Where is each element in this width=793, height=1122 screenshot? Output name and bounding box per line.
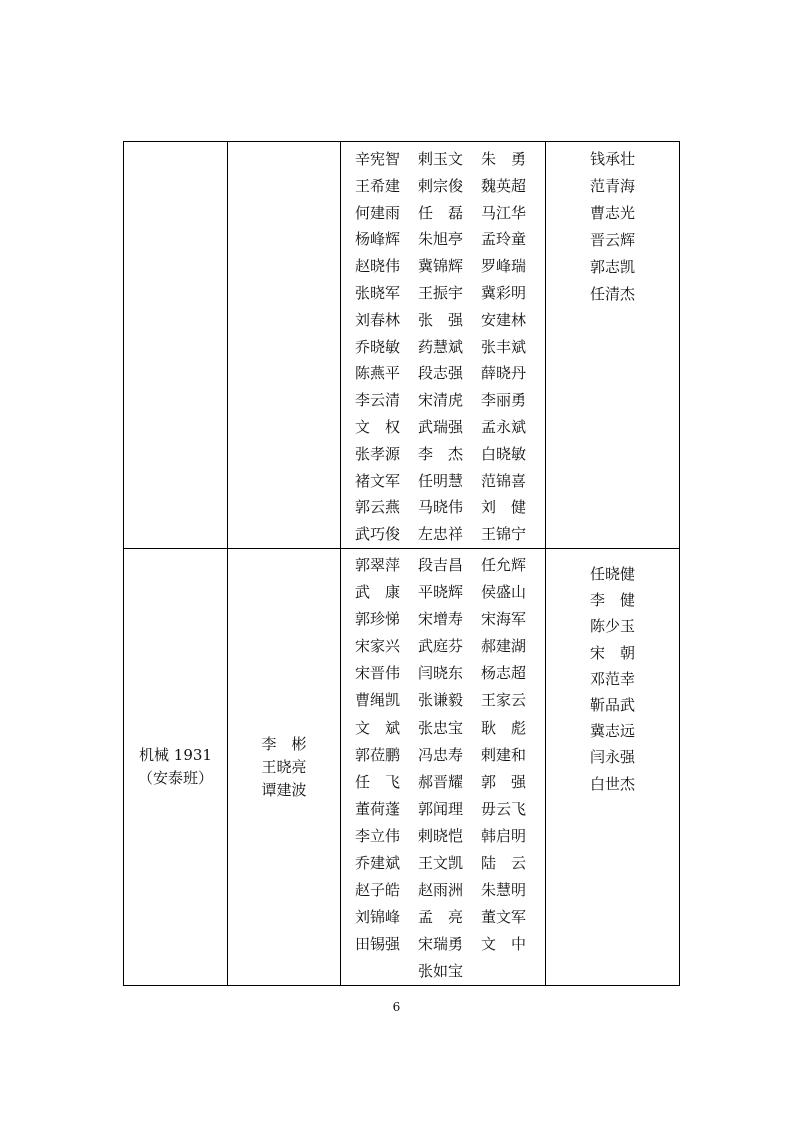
member-row [355,414,545,441]
table-row [124,142,680,549]
class-subtitle: （安泰班） [137,769,213,788]
member-name: 李 杰 [418,444,464,463]
member-name: 任明慧 [418,471,464,490]
member-name: 武瑞强 [418,417,464,436]
member-row [355,796,545,823]
right-names-list [546,142,679,308]
member-name: 田锡强 [355,935,401,954]
member-row [355,715,545,742]
member-name: 朱旭亭 [418,230,464,249]
member-name: 张孝源 [355,444,401,463]
member-name: 段吉昌 [418,555,464,574]
right-name: 范青海 [589,177,635,195]
member-name: 赵晓伟 [355,257,401,276]
member-name: 任 磊 [418,203,464,222]
member-name: 药慧斌 [418,337,464,356]
right-names-cell [546,142,680,549]
member-name: 张忠宝 [418,718,464,737]
member-row [355,253,545,280]
member-name: 郭闻理 [418,799,464,818]
right-names-list [546,549,679,797]
member-row [355,877,545,904]
member-row [355,823,545,850]
right-name: 郭志凯 [589,258,635,276]
member-name: 何建雨 [355,203,401,222]
member-name: 白晓敏 [481,444,527,463]
member-row [355,660,545,687]
class-cell [124,548,228,986]
member-name: 郭莅鹏 [355,745,401,764]
member-row [355,687,545,714]
member-name: 乔建斌 [355,853,401,872]
member-name: 剌玉文 [418,150,464,168]
member-row [355,769,545,796]
member-name: 李云清 [355,391,401,410]
member-name: 宋清虎 [418,391,464,410]
teachers-cell [228,548,341,986]
member-row [355,958,545,985]
member-name: 张晓军 [355,283,401,302]
right-names-cell [546,548,680,986]
teachers-cell [228,142,341,549]
member-row [355,441,545,468]
member-name: 曹绳凯 [355,691,401,710]
member-name: 左忠祥 [418,525,464,544]
member-name: 刘锦峰 [355,908,401,927]
member-name: 张 强 [418,310,464,329]
member-name: 刘 健 [481,498,527,517]
member-name: 孟 亮 [418,908,464,927]
member-row [355,226,545,253]
member-name: 王文凯 [418,853,464,872]
right-name: 冀志远 [589,722,635,741]
member-row [355,633,545,660]
right-name: 闫永强 [589,748,635,767]
right-name: 钱承壮 [589,150,635,168]
member-name: 冯忠寿 [418,745,464,764]
member-name: 文 权 [355,417,401,436]
right-name: 靳品武 [589,695,635,714]
member-name: 文 中 [481,935,527,954]
member-row [355,742,545,769]
teacher-name: 谭建波 [261,780,307,799]
right-name: 陈少玉 [589,617,635,636]
member-name: 郝晋耀 [418,772,464,791]
page-number: 6 [392,1000,401,1014]
member-name: 王家云 [481,691,527,710]
member-name: 董文军 [481,908,527,927]
member-name: 文 斌 [355,718,401,737]
member-row [355,173,545,200]
member-name: 侯盛山 [481,583,527,602]
member-name: 张丰斌 [481,337,527,356]
member-name: 杨峰辉 [355,230,401,249]
member-name: 武巧俊 [355,525,401,544]
member-name: 张谦毅 [418,691,464,710]
member-name: 陆 云 [481,853,527,872]
members-list [341,142,545,548]
member-row [355,850,545,877]
member-row [355,552,545,579]
right-name: 白世杰 [589,774,635,793]
member-name: 马江华 [481,203,527,222]
member-name: 陈燕平 [355,364,401,383]
member-name: 张如宝 [418,962,464,981]
member-name: 朱 勇 [481,150,527,168]
member-row [355,904,545,931]
member-name: 赵雨洲 [418,881,464,900]
member-row [355,360,545,387]
member-name: 任允辉 [481,555,527,574]
member-name: 毋云飞 [481,799,527,818]
members-cell [341,548,546,986]
class-name [124,744,227,790]
member-name: 剌建和 [481,745,527,764]
member-name: 薛晓丹 [481,364,527,383]
member-name: 郭珍悌 [355,610,401,629]
member-name: 赵子皓 [355,881,401,900]
member-name: 马晓伟 [418,498,464,517]
member-row [355,579,545,606]
members-list [341,549,545,986]
member-name: 武庭芬 [418,637,464,656]
member-name: 乔晓敏 [355,337,401,356]
member-name: 郭 强 [481,772,527,791]
right-name: 晋云辉 [589,231,635,249]
member-name: 孟玲童 [481,230,527,249]
member-name: 李立伟 [355,826,401,845]
member-row [355,606,545,633]
member-name [481,958,544,985]
right-name: 李 健 [589,591,635,610]
member-name: 剌宗俊 [418,176,464,195]
member-name: 刘春林 [355,310,401,329]
class-cell [124,142,228,549]
member-row [355,200,545,227]
member-name: 冀彩明 [481,283,527,302]
member-name: 郝建湖 [481,637,527,656]
member-name: 闫晓东 [418,664,464,683]
member-row [355,146,545,173]
members-cell [341,142,546,549]
teacher-name: 李 彬 [261,734,307,753]
member-name: 平晓辉 [418,583,464,602]
member-name: 郭云燕 [355,498,401,517]
member-row [355,387,545,414]
member-name: 朱慧明 [481,881,527,900]
member-name: 宋增寿 [418,610,464,629]
member-row [355,931,545,958]
member-name [355,958,418,985]
member-name: 宋家兴 [355,637,401,656]
member-name: 王希建 [355,176,401,195]
member-name: 宋海军 [481,610,527,629]
member-name: 宋瑞勇 [418,935,464,954]
member-row [355,468,545,495]
member-name: 韩启明 [481,826,527,845]
member-name: 董荷蓬 [355,799,401,818]
right-name: 曹志光 [589,204,635,222]
member-name: 宋晋伟 [355,664,401,683]
member-name: 耿 彪 [481,718,527,737]
member-name: 王锦宁 [481,525,527,544]
member-name: 魏英超 [481,176,527,195]
member-name: 李丽勇 [481,391,527,410]
right-name: 邓范幸 [589,669,635,688]
member-name: 武 康 [355,583,401,602]
right-name: 任清杰 [589,285,635,303]
right-name: 宋 朝 [589,643,635,662]
member-name: 罗峰瑞 [481,257,527,276]
member-name: 辛宪智 [355,150,401,168]
right-name: 任晓健 [589,564,635,583]
member-name: 安建林 [481,310,527,329]
teacher-name: 王晓亮 [261,757,307,776]
table-row [124,548,680,986]
member-name: 冀锦辉 [418,257,464,276]
member-name: 范锦喜 [481,471,527,490]
member-name: 剌晓恺 [418,826,464,845]
member-row [355,280,545,307]
member-name: 褚文军 [355,471,401,490]
member-name: 杨志超 [481,664,527,683]
roster-table [123,141,680,986]
member-name: 任 飞 [355,772,401,791]
member-row [355,494,545,521]
member-row [355,334,545,361]
member-name: 郭翠萍 [355,555,401,574]
class-title: 机械 1931 [139,746,212,765]
member-name: 王振宇 [418,283,464,302]
member-row [355,307,545,334]
member-row [355,521,545,548]
teachers-list [228,733,340,802]
member-name: 孟永斌 [481,417,527,436]
member-name: 段志强 [418,364,464,383]
